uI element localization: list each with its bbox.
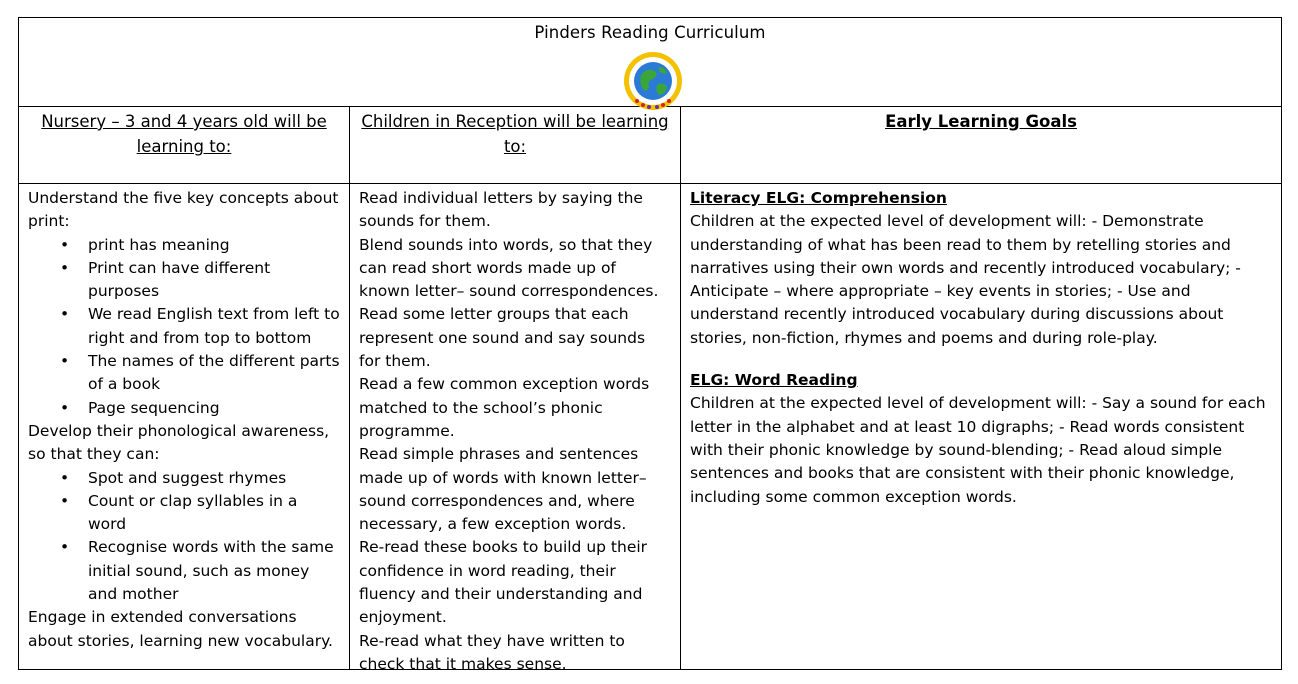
- list-item: • print has meaning: [88, 234, 340, 257]
- list-item: • Print can have different purposes: [88, 257, 340, 304]
- comprehension-heading: Literacy ELG: Comprehension: [690, 189, 947, 207]
- word-reading-text: Children at the expected level of development will: - Say a sound for each letter in the alphabet and at least 10 digraphs; - Read words consistent with their phonic knowledge by sound-blending; - Read aloud simple sentences and books that are consistent with their phonic knowledge, including some common exception words.: [690, 394, 1266, 506]
- spacer: [690, 350, 1272, 369]
- list-item: • Spot and suggest rhymes: [88, 467, 340, 490]
- elg-body: [681, 184, 1281, 509]
- column-early-learning-goals: [681, 106, 1281, 669]
- nursery-intro-print: Understand the five key concepts about print:: [28, 189, 339, 231]
- nursery-header: Nursery – 3 and 4 years old will be learning to:: [19, 106, 349, 184]
- elg-header: Early Learning Goals: [681, 106, 1281, 184]
- reception-body: [350, 184, 680, 676]
- comprehension-text: Children at the expected level of development will: - Demonstrate understanding of what has been read to them by retelling stories and narratives using their own words and recently introduced vocabulary; - Anticipate – where appropriate – key events in stories; - Use and understand recently introduced vocabulary during discussions about stories, non-fiction, rhymes and poems and during role-play.: [690, 212, 1241, 347]
- title-row: [19, 18, 1281, 107]
- reception-header: Children in Reception will be learning to:: [350, 106, 680, 184]
- school-logo-icon: [623, 51, 683, 111]
- phonological-list: [28, 467, 340, 607]
- list-item: • We read English text from left to right and from top to bottom: [88, 303, 340, 350]
- nursery-body: [19, 184, 349, 653]
- list-item: • Recognise words with the same initial sound, such as money and mother: [88, 536, 340, 606]
- print-concepts-list: [28, 234, 340, 420]
- reception-item: Read some letter groups that each represent one sound and say sounds for them.: [359, 305, 646, 371]
- list-item: • The names of the different parts of a book: [88, 350, 340, 397]
- reception-item: Blend sounds into words, so that they can read short words made up of known letter– sound correspondences.: [359, 235, 659, 301]
- reception-item: Re-read what they have written to check that it makes sense.: [359, 631, 625, 673]
- reception-item: Read simple phrases and sentences made up of words with known letter–sound correspondences and, where necessary, a few exception words.: [359, 445, 647, 534]
- reception-item: Read individual letters by saying the sounds for them.: [359, 189, 643, 231]
- list-item: • Count or clap syllables in a word: [88, 490, 340, 537]
- nursery-intro-phonological: Develop their phonological awareness, so that they can:: [28, 421, 330, 464]
- curriculum-table: [18, 17, 1282, 673]
- column-nursery: [19, 106, 350, 669]
- reception-item: Re-read these books to build up their confidence in word reading, their fluency and their understanding and enjoyment.: [359, 538, 648, 627]
- nursery-outro: Engage in extended conversations about stories, learning new vocabulary.: [28, 608, 333, 650]
- document-title: Pinders Reading Curriculum: [534, 23, 766, 42]
- word-reading-heading: ELG: Word Reading: [690, 371, 858, 390]
- list-item: • Page sequencing: [88, 397, 340, 420]
- reception-item: Read a few common exception words matched to the school’s phonic programme.: [359, 375, 650, 440]
- column-reception: [350, 106, 681, 673]
